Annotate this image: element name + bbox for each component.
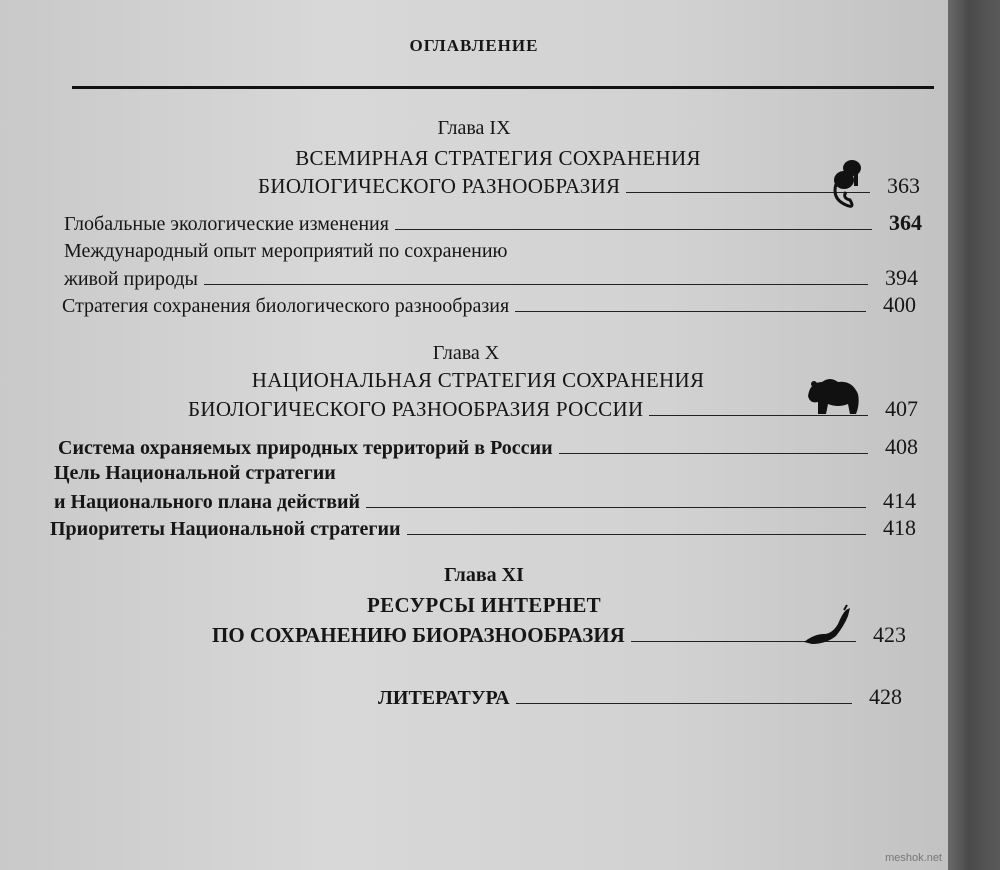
- chapter-9-label: Глава IX: [437, 117, 511, 139]
- leader-line: [559, 435, 868, 454]
- weasel-icon: [800, 604, 852, 648]
- leader-line: [366, 489, 866, 508]
- page-number: 428: [869, 684, 902, 709]
- entry-title: Стратегия сохранения биологического разнообразия: [62, 295, 510, 317]
- page-header: ОГЛАВЛЕНИЕ: [409, 36, 539, 55]
- chapter-11-label: Глава XI: [444, 564, 524, 586]
- monkey-icon: [826, 154, 870, 214]
- toc-entry[interactable]: [64, 210, 922, 236]
- entry-title-line1: Международный опыт мероприятий по сохранению: [64, 240, 508, 262]
- page-number: 363: [887, 173, 920, 198]
- watermark: meshok.net: [885, 852, 942, 864]
- toc-entry[interactable]: [64, 265, 918, 291]
- entry-title: Приоритеты Национальной стратегии: [50, 518, 401, 540]
- toc-entry[interactable]: [58, 434, 918, 460]
- page-number: 400: [883, 292, 916, 317]
- chapter-10-label: Глава X: [432, 342, 500, 364]
- book-spine: [948, 0, 1000, 870]
- entry-title-line1: Цель Национальной стратегии: [54, 462, 336, 484]
- page-number: 407: [885, 396, 918, 421]
- chapter-10-title-line2: БИОЛОГИЧЕСКОГО РАЗНООБРАЗИЯ РОССИИ: [188, 397, 644, 421]
- page-number: 423: [873, 622, 906, 647]
- leader-line: [204, 266, 868, 285]
- literature-title: ЛИТЕРАТУРА: [378, 687, 510, 709]
- literature-entry[interactable]: [378, 684, 902, 710]
- chapter-9-title-entry[interactable]: [258, 173, 920, 199]
- leader-line: [395, 211, 872, 230]
- page-number: 364: [889, 210, 922, 235]
- chapter-9-title-line1: ВСЕМИРНАЯ СТРАТЕГИЯ СОХРАНЕНИЯ: [295, 146, 701, 170]
- page-number: 418: [883, 515, 916, 540]
- page-number: 408: [885, 434, 918, 459]
- leader-line: [407, 516, 866, 535]
- chapter-9-title-line2: БИОЛОГИЧЕСКОГО РАЗНООБРАЗИЯ: [258, 174, 621, 198]
- page-number: 414: [883, 488, 916, 513]
- entry-title: живой природы: [64, 268, 198, 290]
- chapter-11-title-line1: РЕСУРСЫ ИНТЕРНЕТ: [367, 593, 601, 617]
- entry-title: Глобальные экологические изменения: [64, 213, 389, 235]
- toc-entry[interactable]: [54, 488, 916, 514]
- chapter-11-title-line2: ПО СОХРАНЕНИЮ БИОРАЗНООБРАЗИЯ: [212, 623, 625, 647]
- leader-line: [515, 293, 866, 312]
- page-number: 394: [885, 265, 918, 290]
- entry-title: и Национального плана действий: [54, 491, 361, 513]
- chapter-10-title-line1: НАЦИОНАЛЬНАЯ СТРАТЕГИЯ СОХРАНЕНИЯ: [251, 368, 705, 392]
- toc-entry[interactable]: [50, 515, 916, 541]
- header-rule: [72, 86, 934, 89]
- leader-line: [516, 685, 852, 704]
- bear-icon: [804, 374, 862, 420]
- toc-entry[interactable]: [62, 292, 916, 318]
- entry-title: Система охраняемых природных территорий в России: [58, 437, 553, 459]
